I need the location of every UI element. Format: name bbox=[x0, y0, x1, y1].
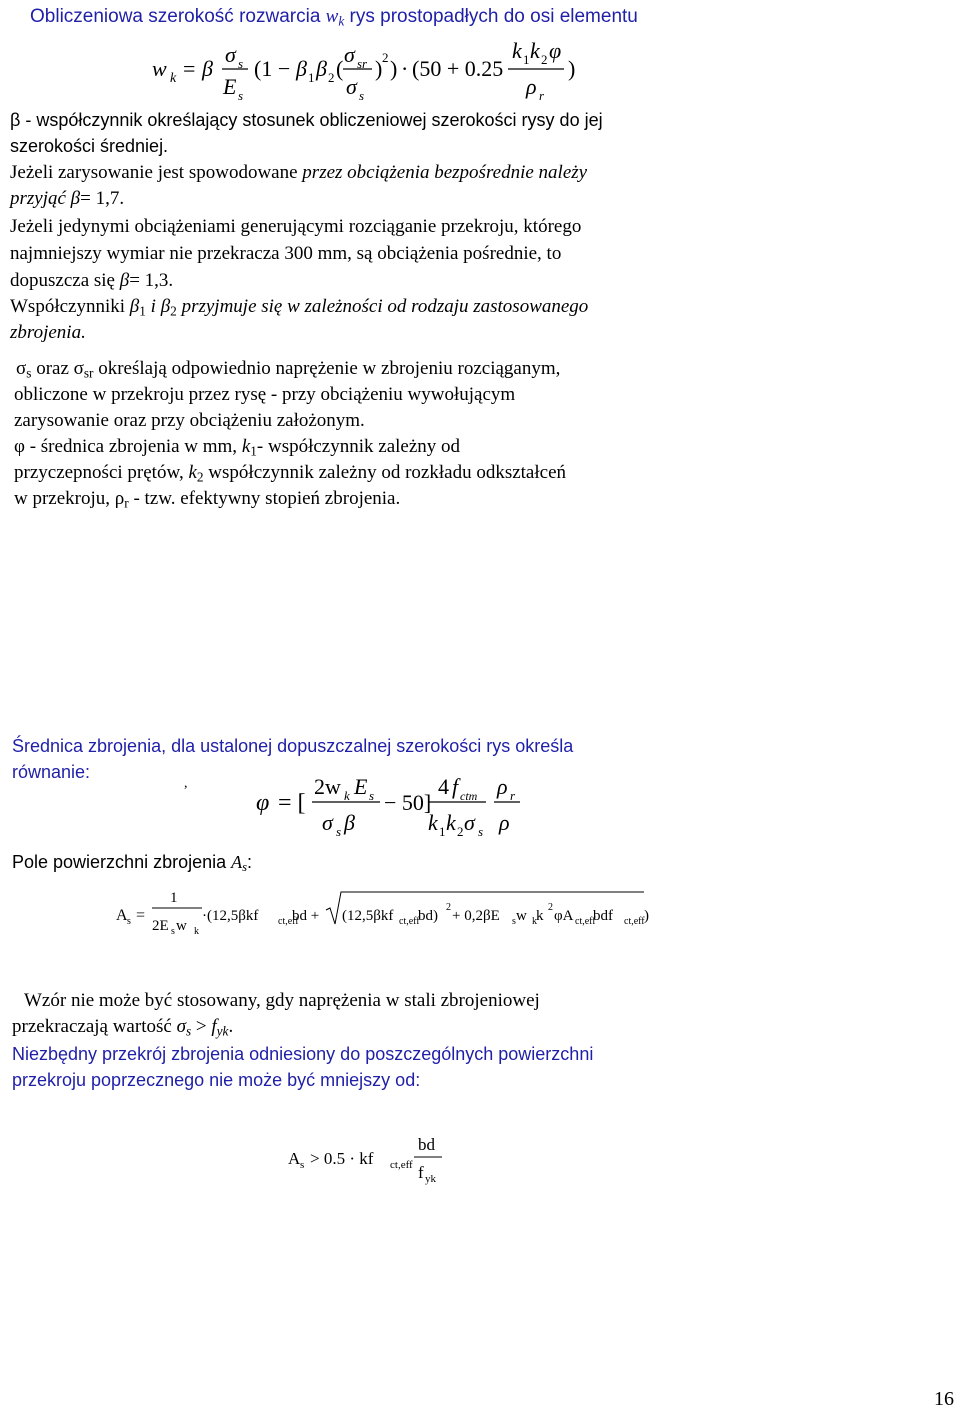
svg-text:r: r bbox=[510, 788, 516, 803]
svg-text:φ: φ bbox=[549, 40, 562, 63]
p-indirect-2: najmniejszy wymiar nie przekracza 300 mm, są obciążenia pośrednie, to bbox=[10, 243, 562, 264]
heading-w: w bbox=[325, 6, 339, 27]
p-direct-italic: przez obciążenia bezpośrednie należy bbox=[302, 162, 588, 183]
svg-text:β: β bbox=[202, 56, 213, 81]
p-indirect-1: Jeżeli jedynymi obciążeniami generującymi rozciąganie przekroju, którego bbox=[10, 216, 582, 237]
svg-text:bd: bd bbox=[418, 1135, 435, 1154]
p-phi-1 bbox=[14, 436, 460, 459]
page-number: 16 bbox=[934, 1388, 954, 1410]
svg-text:2E: 2E bbox=[152, 918, 169, 934]
formula-phi bbox=[252, 770, 532, 838]
rho-text: w przekroju, ρ bbox=[14, 488, 125, 509]
svg-text:ct,eff: ct,eff bbox=[575, 916, 596, 927]
svg-text:k: k bbox=[428, 810, 438, 835]
svg-text:f: f bbox=[418, 1163, 424, 1182]
svg-text:β: β bbox=[316, 56, 327, 81]
svg-text:2: 2 bbox=[541, 52, 548, 67]
sigma-oraz: oraz σ bbox=[31, 358, 84, 379]
limit-dot: . bbox=[228, 1016, 234, 1037]
svg-text:ct,eff: ct,eff bbox=[278, 916, 299, 927]
p-min-2: przekroju poprzecznego nie może być mniejszy od: bbox=[12, 1070, 421, 1090]
svg-text:w: w bbox=[152, 56, 167, 81]
p-coeffs-sub2: 2 bbox=[170, 303, 177, 319]
svg-text:r: r bbox=[539, 88, 545, 103]
rho-sub: r bbox=[124, 495, 129, 511]
svg-text:ct,eff: ct,eff bbox=[624, 916, 645, 927]
phi-k: k bbox=[241, 436, 251, 457]
svg-text:+ 0,2βE: + 0,2βE bbox=[452, 908, 500, 924]
svg-text:4: 4 bbox=[438, 774, 449, 799]
svg-text:= [: = [ bbox=[278, 790, 306, 816]
phi-k-sub: 1 bbox=[250, 443, 257, 459]
p-coeffs-sub1: 1 bbox=[139, 303, 146, 319]
sigma-sr-sub: sr bbox=[83, 365, 94, 381]
svg-text:bdf: bdf bbox=[593, 908, 613, 924]
limit-sigma: σ bbox=[176, 1016, 186, 1037]
svg-text:s: s bbox=[369, 788, 375, 803]
svg-text:k: k bbox=[344, 788, 350, 803]
svg-text:k: k bbox=[530, 40, 540, 63]
svg-text:): ) bbox=[644, 908, 649, 924]
svg-text:s: s bbox=[478, 824, 484, 838]
phi-text-2: - współczynnik zależny od bbox=[256, 436, 461, 457]
svg-text:σ: σ bbox=[344, 42, 355, 67]
svg-text:φ: φ bbox=[256, 790, 270, 816]
svg-text:k: k bbox=[512, 40, 522, 63]
svg-text:ρ: ρ bbox=[526, 74, 537, 99]
svg-text:ct,eff: ct,eff bbox=[399, 916, 420, 927]
svg-text:> 0.5 · kf: > 0.5 · kf bbox=[310, 1149, 374, 1168]
svg-text:ρ: ρ bbox=[497, 774, 508, 799]
limit-f: f bbox=[211, 1016, 217, 1037]
p-direct-value: = 1,7. bbox=[80, 188, 125, 209]
svg-text:− 50]: − 50] bbox=[384, 790, 432, 815]
p-diameter-1: Średnica zbrojenia, dla ustalonej dopuszczalnej szerokości rys określa bbox=[12, 736, 574, 756]
p-coeffs-2: zbrojenia. bbox=[10, 322, 86, 343]
svg-text:2: 2 bbox=[548, 902, 553, 913]
p-direct-2 bbox=[10, 188, 124, 210]
stray-comma: , bbox=[184, 776, 188, 791]
p-coeffs-beta1: β bbox=[129, 296, 140, 317]
p-direct-text: Jeżeli zarysowanie jest spowodowane bbox=[10, 162, 303, 183]
p-indirect-3 bbox=[10, 270, 173, 292]
phi-text: φ - średnica zbrojenia w mm, bbox=[14, 436, 242, 457]
svg-text:s: s bbox=[512, 916, 516, 927]
p-coeffs-beta2: β bbox=[160, 296, 171, 317]
formula-wk bbox=[150, 40, 590, 104]
svg-text:σ: σ bbox=[225, 42, 236, 67]
svg-text:s: s bbox=[300, 1159, 305, 1171]
svg-text:E: E bbox=[354, 774, 368, 799]
svg-text:(1 −: (1 − bbox=[254, 56, 291, 81]
svg-text:s: s bbox=[336, 824, 342, 838]
p-area bbox=[12, 852, 252, 875]
svg-text:1: 1 bbox=[308, 70, 315, 85]
svg-text:E: E bbox=[223, 74, 237, 99]
limit-f-sub: yk bbox=[216, 1023, 229, 1039]
svg-text:ctm: ctm bbox=[460, 789, 478, 803]
svg-text:f: f bbox=[452, 774, 459, 799]
svg-text:k: k bbox=[532, 916, 537, 927]
svg-text:2: 2 bbox=[457, 824, 464, 838]
p-beta-def-1: β - współczynnik określający stosunek obliczeniowej szerokości rysy do jej bbox=[10, 110, 603, 130]
svg-text:(50 + 0.25: (50 + 0.25 bbox=[412, 56, 504, 81]
svg-text:·: · bbox=[401, 56, 409, 81]
svg-text:sr: sr bbox=[357, 56, 368, 71]
formula-As bbox=[112, 884, 682, 944]
sigma-s: σ bbox=[16, 358, 27, 379]
heading-k: k bbox=[338, 13, 345, 29]
svg-text:σ: σ bbox=[464, 810, 475, 835]
sigma-text: określają odpowiednio naprężenie w zbrojeniu rozciąganym, bbox=[93, 358, 561, 379]
svg-text:bd): bd) bbox=[418, 908, 438, 924]
k2-k: k bbox=[188, 462, 197, 483]
k2-sub: 2 bbox=[196, 469, 204, 485]
p-phi-3 bbox=[14, 488, 400, 511]
p-phi-2 bbox=[14, 462, 566, 485]
p-direct-1 bbox=[10, 162, 587, 184]
svg-text:·(12,5βkf: ·(12,5βkf bbox=[202, 908, 259, 924]
svg-text:s: s bbox=[171, 926, 175, 937]
p-indirect-text: dopuszcza się bbox=[10, 270, 120, 291]
p-coeffs-italic: przyjmuje się w zależności od rodzaju zastosowanego bbox=[176, 296, 589, 317]
p-beta-def-2: szerokości średniej. bbox=[10, 136, 169, 156]
svg-text:s: s bbox=[359, 88, 365, 103]
limit-text: przekraczają wartość bbox=[12, 1016, 177, 1037]
p-limit-1: Wzór nie może być stosowany, gdy naprężenia w stali zbrojeniowej bbox=[24, 990, 540, 1011]
heading-text: Obliczeniowa szerokość rozwarcia bbox=[30, 6, 326, 27]
svg-text:β: β bbox=[296, 56, 307, 81]
k2-text: przyczepności prętów, bbox=[14, 462, 189, 483]
heading-text-2: rys prostopadłych do osi elementu bbox=[344, 6, 638, 27]
area-text: Pole powierzchni zbrojenia bbox=[12, 852, 232, 872]
p-sigma-3: zarysowanie oraz przy obciążeniu założonym. bbox=[14, 410, 365, 431]
area-A: A bbox=[231, 852, 243, 872]
k2-text-2: współczynnik zależny od rozkładu odkształceń bbox=[203, 462, 567, 483]
formula-min-As bbox=[284, 1130, 454, 1194]
heading bbox=[30, 6, 638, 29]
svg-text:1: 1 bbox=[523, 52, 530, 67]
svg-text:bd +: bd + bbox=[292, 908, 320, 924]
svg-text:yk: yk bbox=[425, 1173, 436, 1185]
p-min-1: Niezbędny przekrój zbrojenia odniesiony do poszczególnych powierzchni bbox=[12, 1044, 594, 1064]
svg-text:2: 2 bbox=[382, 50, 389, 65]
sigma-s-sub: s bbox=[26, 365, 32, 381]
rho-text-2: - tzw. efektywny stopień zbrojenia. bbox=[128, 488, 401, 509]
svg-text:2: 2 bbox=[446, 902, 451, 913]
svg-text:(: ( bbox=[336, 56, 344, 81]
svg-text:s: s bbox=[238, 88, 244, 103]
svg-text:w: w bbox=[516, 908, 527, 924]
p-diameter-2: równanie: bbox=[12, 762, 91, 782]
svg-text:=: = bbox=[183, 56, 196, 81]
area-colon: : bbox=[247, 852, 253, 872]
p-coeffs-1 bbox=[10, 296, 588, 319]
svg-text:1: 1 bbox=[170, 890, 178, 906]
svg-text:1: 1 bbox=[439, 824, 446, 838]
svg-text:w: w bbox=[176, 918, 187, 934]
svg-text:σ: σ bbox=[346, 74, 357, 99]
svg-text:A: A bbox=[116, 907, 128, 924]
p-indirect-value: = 1,3. bbox=[129, 270, 174, 291]
p-limit-2 bbox=[12, 1016, 233, 1039]
p-coeffs-text: Współczynniki bbox=[10, 296, 130, 317]
area-s: s bbox=[242, 860, 248, 875]
limit-gt: > bbox=[191, 1016, 212, 1037]
svg-text:(12,5βkf: (12,5βkf bbox=[342, 908, 394, 924]
p-sigma-2: obliczone w przekroju przez rysę - przy obciążeniu wywołującym bbox=[14, 384, 516, 405]
svg-text:ρ: ρ bbox=[499, 810, 510, 835]
p-indirect-beta: β bbox=[119, 270, 130, 291]
svg-text:φA: φA bbox=[554, 908, 574, 924]
svg-text:): ) bbox=[375, 56, 383, 81]
limit-sigma-sub: s bbox=[185, 1023, 192, 1039]
p-coeffs-i: i bbox=[145, 296, 161, 317]
svg-text:2w: 2w bbox=[314, 774, 341, 799]
svg-text:s: s bbox=[127, 916, 131, 927]
svg-text:β: β bbox=[344, 810, 355, 835]
p-direct-beta: przyjąć β bbox=[10, 188, 81, 209]
svg-text:): ) bbox=[390, 56, 398, 81]
svg-text:2: 2 bbox=[328, 70, 335, 85]
p-sigma-1 bbox=[16, 358, 560, 381]
svg-text:A: A bbox=[288, 1149, 301, 1168]
svg-text:s: s bbox=[238, 56, 244, 71]
svg-text:k: k bbox=[446, 810, 456, 835]
svg-text:k: k bbox=[536, 908, 544, 924]
svg-text:ct,eff: ct,eff bbox=[390, 1159, 413, 1171]
svg-text:=: = bbox=[136, 907, 146, 924]
svg-text:k: k bbox=[194, 926, 199, 937]
svg-text:σ: σ bbox=[322, 810, 333, 835]
svg-text:k: k bbox=[170, 71, 177, 86]
svg-text:): ) bbox=[568, 56, 576, 81]
